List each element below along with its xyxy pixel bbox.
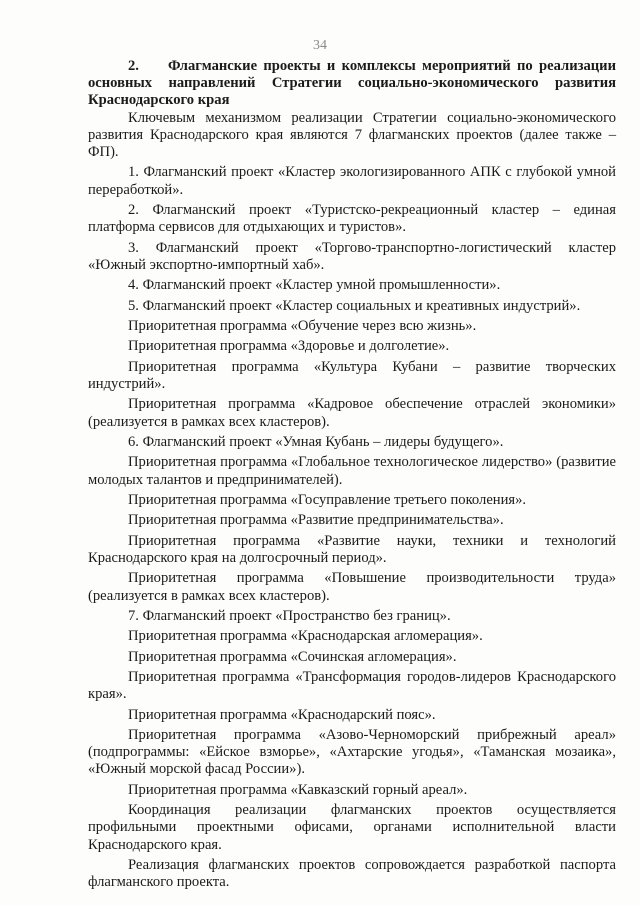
paragraph-program: Приоритетная программа «Трансформация городов-лидеров Краснодарского края». <box>88 669 616 703</box>
section-heading <box>88 58 616 110</box>
paragraph-fp-2: 2. Флагманский проект «Туристско-рекреационный кластер – единая платформа сервисов для отдыхающих и туристов». <box>88 202 616 236</box>
paragraph-program: Приоритетная программа «Кавказский горный ареал». <box>128 781 468 798</box>
paragraph-fp-6: 6. Флагманский проект «Умная Кубань – лидеры будущего». <box>128 433 504 450</box>
section-number: 2. <box>128 58 139 74</box>
paragraph-fp-5: 5. Флагманский проект «Кластер социальных и креативных индустрий». <box>128 297 581 314</box>
paragraph-coordination: Координация реализации флагманских проектов осуществляется профильными проектными офисами, органами исполнительной власти Краснодарского края. <box>88 802 616 853</box>
paragraph-program: Приоритетная программа «Культура Кубани – развитие творческих индустрий». <box>88 358 616 392</box>
paragraph-program: Приоритетная программа «Госуправление третьего поколения». <box>128 491 527 508</box>
paragraph-program: Приоритетная программа «Азово-Черноморский прибрежный ареал» (подпрограммы: «Ейское взморье», «Ахтарские угодья», «Таманская мозаика», «Южный морской фасад России»). <box>88 727 616 778</box>
paragraph-fp-7: 7. Флагманский проект «Пространство без границ». <box>128 607 451 624</box>
paragraph-program: Приоритетная программа «Обучение через всю жизнь». <box>128 317 477 334</box>
paragraph-program: Приоритетная программа «Повышение производительности труда» (реализуется в рамках всех кластеров). <box>88 570 616 604</box>
document-body <box>88 58 616 891</box>
paragraph-program: Приоритетная программа «Глобальное технологическое лидерство» (развитие молодых талантов и предпринимателей). <box>88 454 616 488</box>
paragraph-program: Приоритетная программа «Кадровое обеспечение отраслей экономики» (реализуется в рамках всех кластеров). <box>88 396 616 430</box>
paragraph-program: Приоритетная программа «Развитие предпринимательства». <box>128 512 504 529</box>
paragraph-program: Приоритетная программа «Сочинская агломерация». <box>128 648 457 665</box>
paragraph-program: Приоритетная программа «Развитие науки, техники и технологий Краснодарского края на долгосрочный период». <box>88 532 616 566</box>
paragraph-intro: Ключевым механизмом реализации Стратегии социально-экономического развития Краснодарского края являются 7 флагманских проектов (далее также – ФП). <box>88 109 616 161</box>
paragraph-program: Приоритетная программа «Здоровье и долголетие». <box>128 338 450 355</box>
section-title: Флагманские проекты и комплексы мероприятий по реализации основных направлений Стратегии социально-экономического развития Краснодарского края <box>88 58 616 109</box>
paragraph-fp-1: 1. Флагманский проект «Кластер экологизированного АПК с глубокой умной переработкой». <box>88 164 616 198</box>
paragraph-passport: Реализация флагманских проектов сопровождается разработкой паспорта флагманского проекта. <box>88 857 616 891</box>
paragraph-program: Приоритетная программа «Краснодарская агломерация». <box>128 628 483 645</box>
page-number: 34 <box>313 38 327 53</box>
paragraph-fp-4: 4. Флагманский проект «Кластер умной промышленности». <box>128 277 501 294</box>
paragraph-program: Приоритетная программа «Краснодарский пояс». <box>128 706 436 723</box>
paragraph-fp-3: 3. Флагманский проект «Торгово-транспортно-логистический кластер «Южный экспортно-импортный хаб». <box>88 239 616 273</box>
